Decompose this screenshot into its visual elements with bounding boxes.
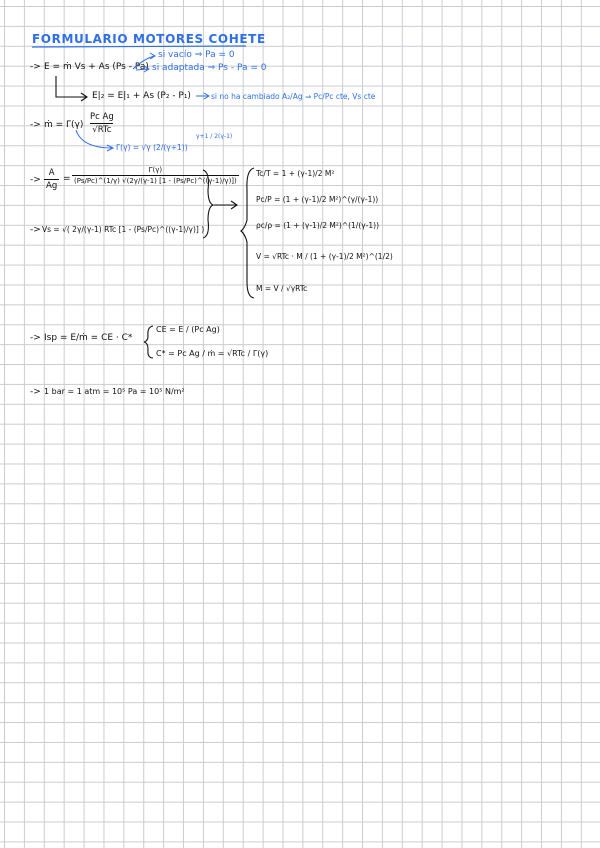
- isp-lhs: Isp = E/ṁ = CE · C*: [44, 333, 133, 343]
- isp-ce: CE = E / (Pc Ag): [156, 325, 220, 334]
- isentropic-mach: M = V / √γRTc: [256, 284, 308, 293]
- exit-velocity-equation: Vs = √( 2γ/(γ-1) RTc [1 - (Ps/Pc)^((γ-1)/γ)] ): [42, 225, 205, 234]
- isentropic-velocity: V = √RTc · M / (1 + (γ-1)/2 M²)^(1/2): [256, 252, 393, 261]
- page-title: FORMULARIO MOTORES COHETE: [32, 32, 266, 46]
- bullet-thrust: ->: [30, 62, 41, 72]
- mass-flow-denominator: √RTc: [92, 125, 112, 135]
- bullet-area-ratio: ->: [30, 175, 41, 185]
- mass-flow-numerator: Pc Ag: [90, 112, 114, 122]
- area-ratio-denominator: (Ps/Pc)^(1/γ) √(2γ/(γ-1) [1 - (Ps/Pc)^((γ-1)/γ)]): [74, 177, 237, 185]
- units-equation: 1 bar = 1 atm = 10⁵ Pa = 10⁵ N/m²: [44, 387, 185, 396]
- note-adapted: si adaptada ⇒ Ps - Pa = 0: [152, 63, 267, 73]
- thrust-equation: E = ṁ Vs + As (Ps - Pa): [44, 62, 149, 72]
- area-ratio-numerator: Γ(γ): [148, 166, 163, 174]
- isentropic-density: ρc/ρ = (1 + (γ-1)/2 M²)^(1/(γ-1)): [256, 221, 380, 230]
- bullet-units: ->: [30, 387, 41, 397]
- bullet-isp: ->: [30, 333, 41, 343]
- thrust-step-equation: E|₂ = E|₁ + As (P₂ - P₁): [92, 91, 191, 101]
- thrust-step-note: si no ha cambiado A₂/Ag ⇒ Pc/Pc cte, Vs cte: [211, 92, 376, 101]
- equals-sign: =: [63, 174, 71, 184]
- bullet-mass-flow: ->: [30, 120, 41, 130]
- bullet-exit-velocity: ->: [30, 225, 41, 235]
- note-vacuum: si vacío ⇒ Pa = 0: [158, 50, 235, 60]
- gamma-function: Γ(γ) = √γ (2/(γ+1)): [116, 143, 188, 152]
- mass-flow-lhs: ṁ = Γ(γ): [44, 120, 84, 130]
- isp-cstar: C* = Pc Ag / ṁ = √RTc / Γ(γ): [156, 349, 269, 358]
- isentropic-temperature: Tc/T = 1 + (γ-1)/2 M²: [256, 169, 335, 178]
- area-ratio-lhs-num: A: [48, 168, 55, 178]
- area-ratio-lhs-den: Ag: [46, 181, 58, 191]
- isentropic-pressure: Pc/P = (1 + (γ-1)/2 M²)^(γ/(γ-1)): [256, 195, 379, 204]
- gamma-exponent: γ+1 / 2(γ-1): [196, 133, 233, 140]
